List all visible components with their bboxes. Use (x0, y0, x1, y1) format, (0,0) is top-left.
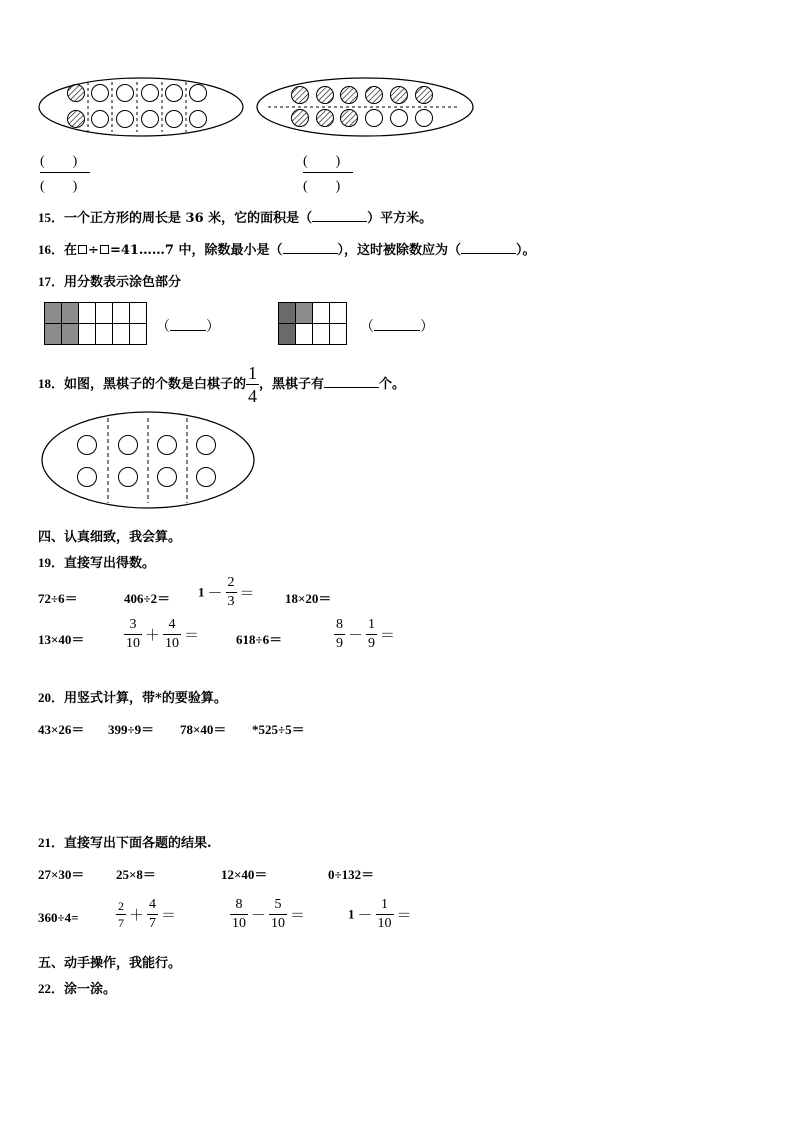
question-22 (38, 978, 116, 997)
question-text: 一个正方形的周长是 36 米，它的面积是（ (64, 211, 313, 226)
equals: ＝ (184, 628, 200, 644)
equals: ＝ (380, 628, 396, 644)
denominator: 9 (336, 636, 343, 651)
calc-0-div-132: 0÷132＝ (328, 867, 375, 882)
fraction (269, 898, 287, 931)
box-placeholder-icon (100, 245, 109, 254)
calc-618-div-6: 618÷6＝ (236, 632, 283, 647)
fraction-one-quarter (246, 364, 259, 405)
calc-72-div-6: 72÷6＝ (38, 591, 78, 606)
calc-406-div-2: 406÷2＝ (124, 591, 171, 606)
question-21 (38, 832, 212, 851)
numerator-blank: ( ) (40, 154, 78, 169)
section-5-heading: 五、动手操作，我能行。 (38, 956, 182, 971)
box-placeholder-icon (78, 245, 87, 254)
answer-paren-right[interactable] (360, 316, 434, 336)
fraction (124, 618, 142, 651)
oval-figure-left (39, 78, 243, 136)
question-text: 直接写出得数。 (64, 556, 156, 571)
question-text: 涂一涂。 (64, 982, 117, 997)
equals: ＝ (239, 586, 255, 602)
calc-8-9-minus-1-9 (334, 618, 398, 651)
denominator: 3 (227, 594, 235, 609)
answer-blank-divisor[interactable] (283, 253, 338, 254)
question-number: 19． (38, 555, 65, 570)
answer-blank[interactable] (324, 387, 379, 388)
answer-blank-dividend[interactable] (461, 253, 516, 254)
denominator: 9 (368, 636, 376, 651)
integer: 1 (348, 906, 355, 922)
question-17 (38, 271, 181, 290)
denominator: 10 (271, 916, 286, 931)
question-text: =41……7 中，除数最小是（ (109, 243, 283, 258)
integer: 1 (198, 584, 205, 600)
operator: ＋ (145, 628, 161, 644)
denominator: 10 (232, 916, 246, 931)
numerator: 5 (274, 897, 282, 912)
equals: ＝ (396, 908, 412, 924)
answer-fraction-left[interactable] (40, 150, 90, 195)
divide-sign: ÷ (88, 243, 99, 258)
fraction (376, 898, 394, 931)
numerator: 8 (235, 897, 243, 912)
question-text: ，黑棋子有 (259, 377, 325, 392)
question-number: 21． (38, 835, 65, 850)
operator: － (207, 586, 223, 602)
fraction-grid-left (44, 302, 147, 345)
calc-525-div-5: *525÷5＝ (252, 722, 305, 737)
calc-78-times-40: 78×40＝ (180, 722, 227, 737)
calc-13-times-40: 13×40＝ (38, 632, 85, 647)
denominator: 10 (126, 636, 140, 651)
paren-open: （ (360, 320, 374, 335)
calc-399-div-9: 399÷9＝ (108, 722, 155, 737)
question-15 (38, 207, 432, 226)
question-text: 直接写出下面各题的结果. (64, 836, 212, 851)
fraction-grid-right (278, 302, 347, 345)
fraction-bar (303, 172, 353, 173)
fraction (226, 576, 237, 609)
question-number: 16． (38, 242, 65, 257)
calc-2-7-plus-4-7 (116, 898, 179, 931)
answer-paren-left[interactable] (156, 316, 220, 336)
operator: － (357, 908, 373, 924)
question-20 (38, 687, 227, 706)
calc-25-times-8: 25×8＝ (116, 867, 156, 882)
calc-3-10-plus-4-10 (124, 618, 202, 651)
fraction-bar (40, 172, 90, 173)
section-4-heading: 四、认真细致，我会算。 (38, 530, 182, 545)
calc-1-minus-1-10 (348, 898, 415, 931)
question-number: 17． (38, 274, 65, 289)
question-number: 22． (38, 981, 65, 996)
denominator-blank: ( ) (40, 179, 78, 194)
numerator: 4 (149, 897, 157, 912)
paren-close: ） (206, 320, 220, 335)
numerator: 2 (118, 899, 124, 913)
question-text: 在 (64, 243, 78, 258)
question-16 (38, 239, 536, 258)
denominator: 4 (248, 386, 258, 406)
calc-8-10-minus-5-10 (230, 898, 308, 931)
question-number: 18． (38, 376, 65, 391)
numerator-blank: ( ) (303, 154, 341, 169)
fraction (116, 900, 126, 929)
denominator: 7 (149, 916, 157, 931)
denominator: 7 (118, 916, 124, 930)
numerator: 3 (129, 617, 137, 632)
operator: － (251, 908, 267, 924)
chess-oval-figure (40, 408, 260, 512)
q14-figures (0, 0, 794, 200)
answer-fraction-right[interactable] (303, 150, 353, 195)
operator: － (348, 628, 364, 644)
answer-blank[interactable] (312, 221, 367, 222)
fraction (366, 618, 377, 651)
question-18 (38, 364, 405, 405)
answer-blank[interactable] (170, 330, 206, 331)
question-19 (38, 552, 155, 571)
question-text: 用竖式计算，带*的要验算。 (64, 691, 227, 706)
answer-blank[interactable] (374, 330, 420, 331)
paren-open: （ (156, 320, 170, 335)
equals: ＝ (161, 908, 177, 924)
numerator: 4 (168, 617, 176, 632)
calc-18-times-20: 18×20＝ (285, 591, 332, 606)
calc-27-times-30: 27×30＝ (38, 867, 85, 882)
numerator: 1 (381, 897, 389, 912)
question-text: 用分数表示涂色部分 (64, 275, 182, 290)
denominator: 10 (377, 916, 392, 931)
calc-360-div-4: 360÷4= (38, 910, 79, 925)
operator: ＋ (129, 908, 145, 924)
numerator: 2 (227, 575, 235, 590)
question-text: ），这时被除数应为（ (337, 243, 462, 258)
question-text-end: 个。 (379, 377, 406, 392)
calc-1-minus-2-3 (198, 576, 258, 609)
fraction (334, 618, 345, 651)
question-number: 15． (38, 210, 65, 225)
numerator: 1 (248, 363, 258, 383)
oval-figure-right (257, 78, 473, 136)
question-text-end: ）平方米。 (367, 211, 433, 226)
question-text: 如图，黑棋子的个数是白棋子的 (64, 377, 247, 392)
calc-12-times-40: 12×40＝ (221, 867, 268, 882)
numerator: 8 (336, 617, 343, 632)
fraction (230, 898, 248, 931)
equals: ＝ (290, 908, 306, 924)
fraction (163, 618, 181, 651)
calc-43-times-26: 43×26＝ (38, 722, 85, 737)
question-text-end: ）。 (516, 243, 536, 258)
denominator-blank: ( ) (303, 179, 341, 194)
question-number: 20． (38, 690, 65, 705)
fraction (147, 898, 158, 931)
paren-close: ） (420, 320, 434, 335)
denominator: 10 (165, 636, 180, 651)
numerator: 1 (368, 617, 376, 632)
